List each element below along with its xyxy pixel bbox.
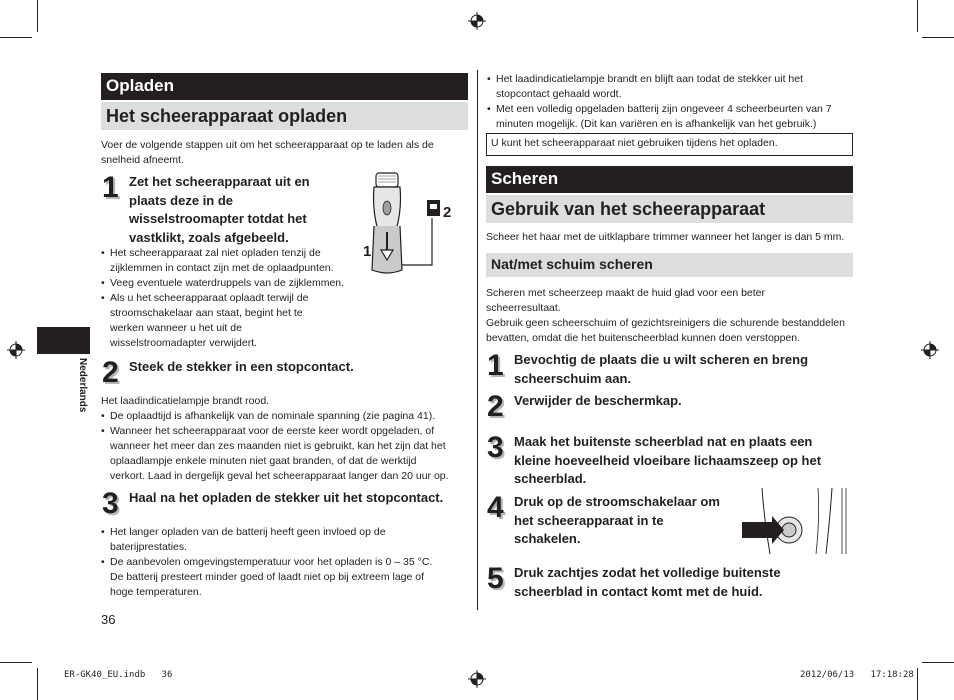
note-box: U kunt het scheerapparaat niet gebruiken tijdens het opladen. xyxy=(486,133,853,156)
subsection-title: Gebruik van het scheerapparaat xyxy=(486,195,853,223)
step-text: Bevochtig de plaats die u wilt scheren en breng scheerschuim aan. xyxy=(514,352,809,386)
section-title-opladen: Opladen xyxy=(101,73,468,100)
body-text: Het laadindicatielampje brandt rood. xyxy=(101,395,270,407)
step-number: 4 xyxy=(487,491,504,524)
side-language-label: Nederlands xyxy=(77,358,88,413)
step-text: Maak het buitenste scheerblad nat en plaats een kleine hoeveelheid vloeibare lichaamszeep op het scheerblad. xyxy=(514,434,822,486)
footer-filename: ER-GK40_EU.indb 36 xyxy=(64,670,173,680)
list-item: • Wanneer het scheerapparaat voor de eerste keer wordt opgeladen, of wanneer het meer dan zes maanden niet is gebruikt, kan het zijn dat het oplaadlampje enkele minuten niet gaat branden, of dat de werktijd verkort. Laad in dergelijk geval het scheerapparaat langer dan 20 uur op. xyxy=(101,424,473,484)
step-text: Druk op de stroomschakelaar om het scheerapparaat in te schakelen. xyxy=(514,494,720,546)
intro-text: Scheer het haar met de uitklapbare trimmer wanneer het langer is dan 5 mm. xyxy=(486,231,845,243)
step-number: 2 xyxy=(487,390,504,423)
list-item: • Het scheerapparaat zal niet opladen tenzij de zijklemmen in contact zijn met de oplaadpunten. xyxy=(101,246,361,276)
intro-text: Scheren met scheerzeep maakt de huid glad voor een beter scheerresultaat. Gebruik geen scheerschuim of gezichtsreinigers die schurende bestanddelen bevatten, omdat die het buitenscheerblad kunnen doen verstoppen. xyxy=(486,287,845,344)
registration-mark-icon xyxy=(468,12,486,30)
registration-mark-icon xyxy=(468,670,486,688)
crop-mark xyxy=(0,662,32,663)
crop-mark xyxy=(0,37,32,38)
column-divider xyxy=(477,70,478,610)
list-item: • Als u het scheerapparaat oplaadt terwijl de stroomschakelaar aan staat, begint het te werken wanneer u het uit de wisselstroomadapter verwijdert. xyxy=(101,291,361,351)
section-title-scheren: Scheren xyxy=(486,166,853,193)
list-item: • De oplaadtijd is afhankelijk van de nominale spanning (zie pagina 41). xyxy=(101,409,471,424)
step-number: 3 xyxy=(102,487,119,520)
step-number: 5 xyxy=(487,562,504,595)
footer-datetime: 2012/06/13 17:18:28 xyxy=(800,670,914,680)
step-number: 3 xyxy=(487,431,504,464)
step-text: Druk zachtjes zodat het volledige buitenste scheerblad in contact komt met de huid. xyxy=(514,565,781,599)
shaver-charging-illustration xyxy=(358,170,468,280)
crop-mark xyxy=(922,37,954,38)
list-item: • De aanbevolen omgevingstemperatuur voor het opladen is 0 – 35 °C. De batterij presteert minder goed of laadt niet op bij extreem lage of hoge temperaturen. xyxy=(101,555,471,600)
list-item: • Het langer opladen van de batterij heeft geen invloed op de baterijprestaties. xyxy=(101,525,471,555)
power-switch-illustration xyxy=(742,488,852,554)
list-item: • Het laadindicatielampje brandt en blijft aan todat de stekker uit het stopcontact gehaald wordt. xyxy=(487,72,857,102)
step-text: Haal na het opladen de stekker uit het stopcontact. xyxy=(129,490,444,505)
list-item: • Met een volledig opgeladen batterij zijn ongeveer 4 scheerbeurten van 7 minuten mogelijk. (Dit kan variëren en is afhankelijk van het gebruik.) xyxy=(487,102,857,132)
list-item: • Veeg eventuele waterdruppels van de zijklemmen. xyxy=(101,276,361,291)
step-text: Zet het scheerapparaat uit en plaats deze in de wisselstroomapter totdat het vastklikt, zoals afgebeeld. xyxy=(129,174,310,245)
step-text: Verwijder de beschermkap. xyxy=(514,393,682,408)
page-number: 36 xyxy=(101,612,116,627)
figure-label-1: 1 xyxy=(363,243,372,260)
subsection-title-nat: Nat/met schuim scheren xyxy=(486,253,853,277)
step-number: 1 xyxy=(487,349,504,382)
figure-label-2: 2 xyxy=(443,204,452,221)
crop-mark xyxy=(922,662,954,663)
step-number: 2 xyxy=(102,356,119,389)
step-number: 1 xyxy=(102,171,119,204)
registration-mark-icon xyxy=(921,341,939,359)
crop-mark xyxy=(917,668,918,700)
subsection-title: Het scheerapparaat opladen xyxy=(101,102,468,130)
intro-text: Voer de volgende stappen uit om het scheerapparaat op te laden als de snelheid afneemt. xyxy=(101,139,434,166)
registration-mark-icon xyxy=(7,341,25,359)
step-text: Steek de stekker in een stopcontact. xyxy=(129,359,354,374)
crop-mark xyxy=(37,0,38,32)
crop-mark xyxy=(37,668,38,700)
crop-mark xyxy=(917,0,918,32)
language-tab xyxy=(37,327,90,354)
